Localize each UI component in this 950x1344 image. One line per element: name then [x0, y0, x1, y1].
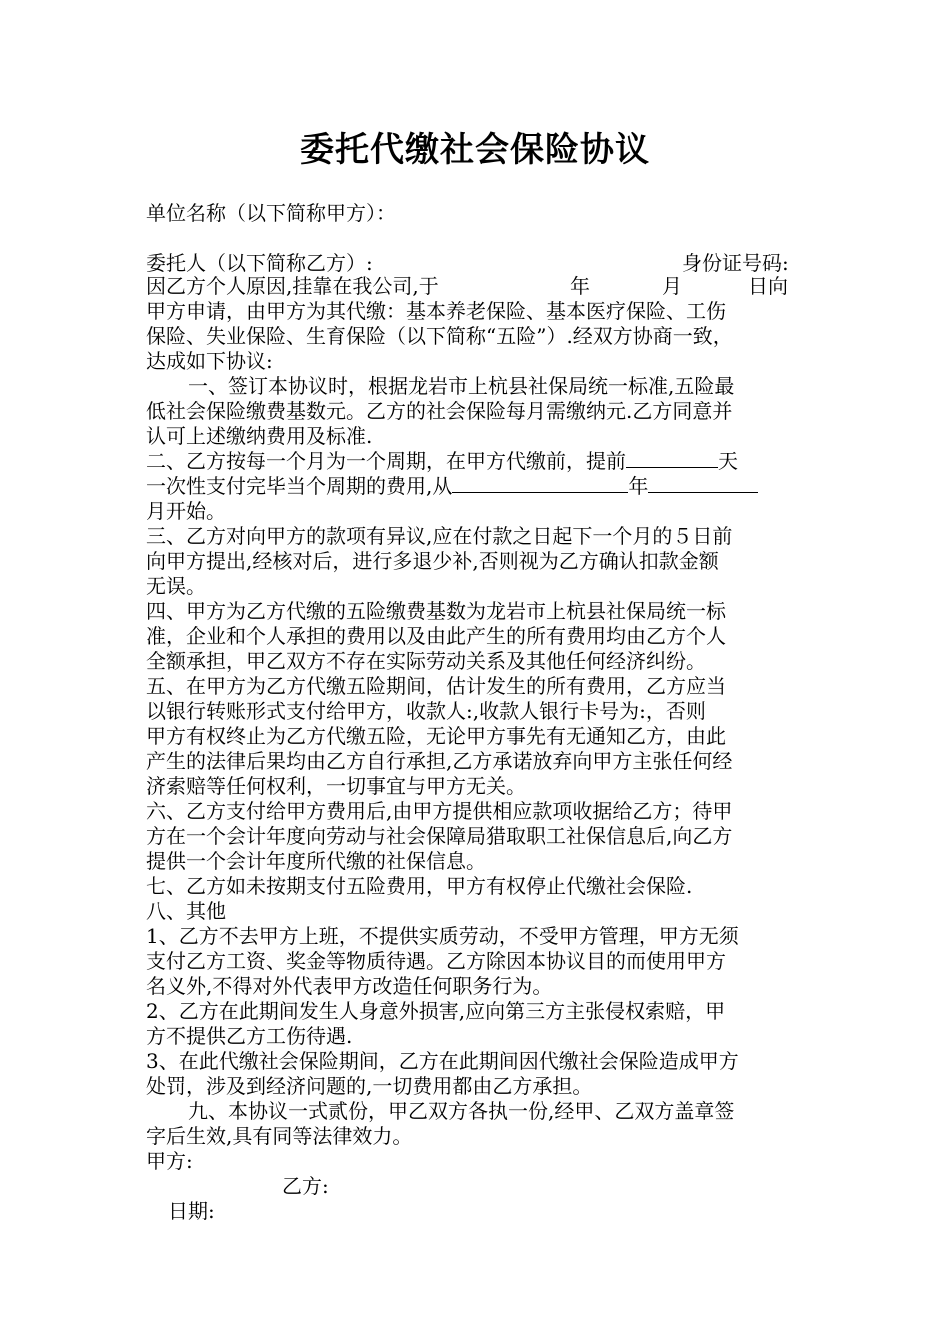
days-blank: [626, 449, 718, 468]
clause-1-line-2: 低社会保险缴费基数元。乙方的社会保险每月需缴纳元.乙方同意并: [146, 399, 733, 423]
intro-line-1: 因乙方个人原因,挂靠在我公司,于: [146, 274, 439, 298]
clause-3-line-3: 无误。: [146, 574, 206, 598]
clause-2-text-a: 二、乙方按每一个月为一个周期，在甲方代缴前，提前: [146, 449, 626, 473]
clause-5-line-4: 产生的法律后果均由乙方自行承担,乙方承诺放弃向甲方主张任何经: [146, 749, 733, 773]
clause-2-line-2: [146, 473, 816, 499]
clause-1-line-3: 认可上述缴纳费用及标准.: [146, 424, 373, 448]
intro-line-4: 达成如下协议:: [146, 349, 273, 373]
clause-8-item-1-line-3: 名义外,不得对外代表甲方改造任何职务行为。: [146, 974, 553, 998]
start-year-blank: [452, 474, 628, 493]
clause-4-line-3: 全额承担，甲乙双方不存在实际劳动关系及其他任何经济纠纷。: [146, 649, 706, 673]
clause-4-line-1: 四、甲方为乙方代缴的五险缴费基数为龙岩市上杭县社保局统一标: [146, 599, 726, 623]
clause-1-line-1: 一、签订本协议时，根据龙岩市上杭县社保局统一标准,五险最: [188, 374, 735, 398]
clause-6-line-2: 方在一个会计年度向劳动与社会保障局猎取职工社保信息后,向乙方: [146, 824, 733, 848]
clause-5-line-3: 甲方有权终止为乙方代缴五险，无论甲方事先有无通知乙方，由此: [146, 724, 726, 748]
clause-2-line-3: 月开始。: [146, 499, 226, 523]
clause-2-line-1: [146, 448, 816, 474]
clause-6-line-1: 六、乙方支付给甲方费用后,由甲方提供相应款项收据给乙方；待甲: [146, 799, 733, 823]
clause-5-line-2: 以银行转账形式支付给甲方，收款人:,收款人银行卡号为:，否则: [146, 699, 706, 723]
intro-line-2: 甲方申请，由甲方为其代缴：基本养老保险、基本医疗保险、工伤: [146, 299, 726, 323]
clause-8-item-1-line-1: 1、乙方不去甲方上班，不提供实质劳动，不受甲方管理，甲方无须: [146, 924, 739, 948]
clause-9-line-2: 字后生效,具有同等法律效力。: [146, 1124, 413, 1148]
party-b-signature: 乙方:: [282, 1174, 329, 1198]
id-number-label: 身份证号码:: [682, 251, 789, 275]
clause-8-item-3-line-1: 3、在此代缴社会保险期间，乙方在此期间因代缴社会保险造成甲方: [146, 1049, 739, 1073]
unit-name-line: 单位名称（以下简称甲方）：: [146, 201, 396, 225]
clause-7-line: 七、乙方如未按期支付五险费用，甲方有权停止代缴社会保险.: [146, 874, 693, 898]
principal-line: 委托人（以下简称乙方）:: [146, 251, 373, 275]
clause-2-text-c: 一次性支付完毕当个周期的费用,从: [146, 474, 453, 498]
clause-2-text-b: 天: [718, 449, 738, 473]
clause-9-line-1: 九、本协议一式贰份，甲乙双方各执一份,经甲、乙双方盖章签: [188, 1099, 735, 1123]
clause-3-line-1: 三、乙方对向甲方的款项有异议,应在付款之日起下一个月的５日前: [146, 524, 733, 548]
clause-8-item-3-line-2: 处罚，涉及到经济问题的,一切费用都由乙方承担。: [146, 1074, 593, 1098]
intro-day: 日向: [748, 274, 788, 298]
clause-2-text-d: 年: [628, 474, 649, 498]
clause-8-item-2-line-2: 方不提供乙方工伤待遇.: [146, 1024, 353, 1048]
clause-8-item-1-line-2: 支付乙方工资、奖金等物质待遇。乙方除因本协议目的而使用甲方: [146, 949, 726, 973]
clause-8-item-2-line-1: 2、乙方在此期间发生人身意外损害,应向第三方主张侵权索赔，甲: [146, 999, 726, 1023]
party-a-signature: 甲方:: [146, 1149, 193, 1173]
clause-6-line-3: 提供一个会计年度所代缴的社保信息。: [146, 849, 486, 873]
clause-4-line-2: 准，企业和个人承担的费用以及由此产生的所有费用均由乙方个人: [146, 624, 726, 648]
intro-month: 月: [662, 274, 682, 298]
clause-8-heading: 八、其他: [146, 899, 226, 923]
start-month-blank: [648, 474, 758, 493]
clause-3-line-2: 向甲方提出,经核对后，进行多退少补,否则视为乙方确认扣款金额: [146, 549, 719, 573]
intro-line-3: 保险、失业保险、生育保险（以下简称“五险”）.经双方协商一致，: [146, 324, 733, 348]
clause-5-line-1: 五、在甲方为乙方代缴五险期间，估计发生的所有费用，乙方应当: [146, 674, 726, 698]
intro-year: 年: [570, 274, 590, 298]
document-title: 委托代缴社会保险协议: [300, 130, 650, 170]
date-signature: 日期:: [168, 1199, 215, 1223]
clause-5-line-5: 济索赔等任何权利，一切事宜与甲方无关。: [146, 774, 526, 798]
